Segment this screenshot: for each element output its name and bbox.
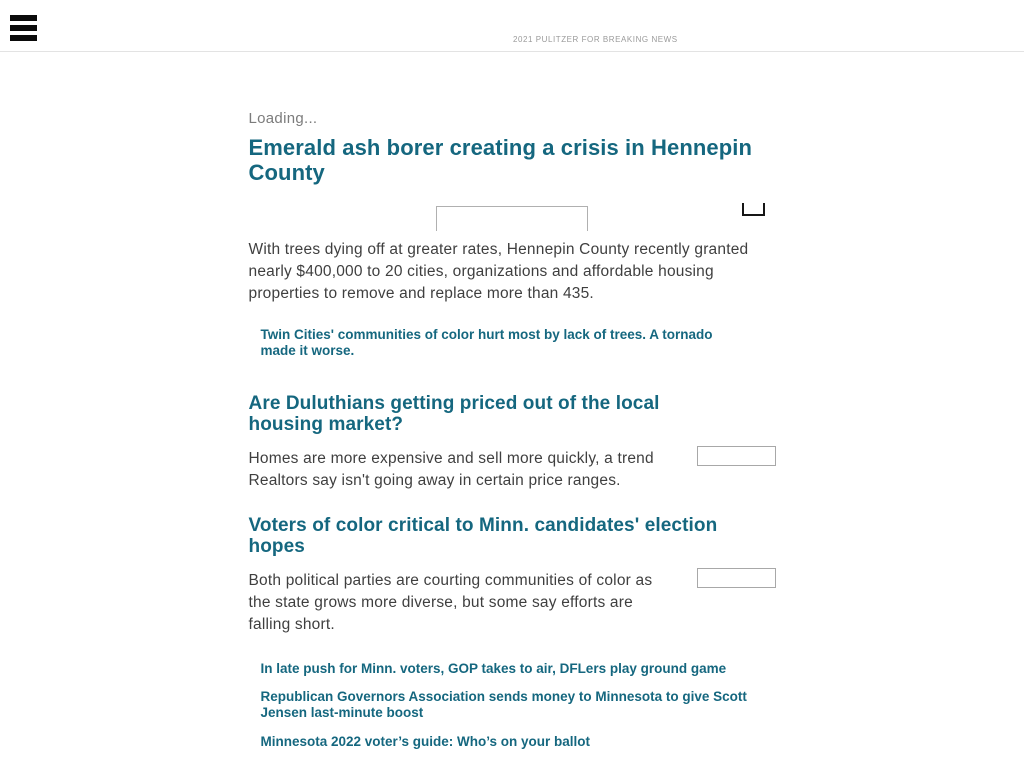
story-2-summary: Homes are more expensive and sell more quickly, a trend Realtors say isn't going away in certain price ranges. (248, 450, 654, 489)
story-3-related-list (261, 660, 766, 751)
broken-image-icon (742, 203, 765, 216)
pulitzer-banner: 2021 PULITZER FOR BREAKING NEWS (513, 35, 678, 44)
hamburger-icon (10, 25, 37, 31)
story-2-body (249, 448, 776, 492)
empty-image-placeholder (436, 206, 588, 231)
list-item (261, 689, 766, 722)
story-1-summary: With trees dying off at greater rates, Hennepin County recently granted nearly $400,000 to 20 cities, organizations and affordable housing properties to remove and replace more than 435. (248, 241, 749, 302)
related-link-trees[interactable]: Twin Cities' communities of color hurt most by lack of trees. A tornado made it worse. (260, 327, 713, 358)
hamburger-icon (10, 15, 37, 21)
story-1-headline[interactable]: Emerald ash borer creating a crisis in Hennepin County (248, 135, 753, 185)
related-link-rga-money[interactable]: Republican Governors Association sends money to Minnesota to give Scott Jensen last-minute boost (260, 689, 747, 720)
story-1-related (261, 327, 746, 360)
story-2 (249, 393, 776, 492)
list-item (261, 733, 766, 751)
related-link-voters-guide[interactable]: Minnesota 2022 voter’s guide: Who’s on your ballot (260, 733, 591, 749)
story-3-summary: Both political parties are courting communities of color as the state grows more diverse, but some say efforts are falling short. (248, 572, 653, 633)
story-2-headline[interactable]: Are Duluthians getting priced out of the local housing market? (248, 393, 660, 435)
loading-indicator: Loading... (248, 110, 318, 127)
site-header (0, 0, 1024, 52)
empty-image-placeholder (697, 446, 776, 466)
hamburger-icon (10, 35, 37, 41)
news-feed (249, 52, 776, 751)
list-item (261, 660, 766, 678)
related-link-gop-air[interactable]: In late push for Minn. voters, GOP takes to air, DFLers play ground game (260, 661, 727, 676)
empty-image-placeholder (697, 568, 776, 588)
story-3 (249, 515, 776, 751)
story-1-media-row (249, 185, 776, 231)
story-1 (249, 135, 776, 360)
story-3-headline[interactable]: Voters of color critical to Minn. candidates' election hopes (248, 515, 718, 557)
story-3-body (249, 570, 776, 636)
hamburger-menu-button[interactable] (10, 15, 37, 41)
